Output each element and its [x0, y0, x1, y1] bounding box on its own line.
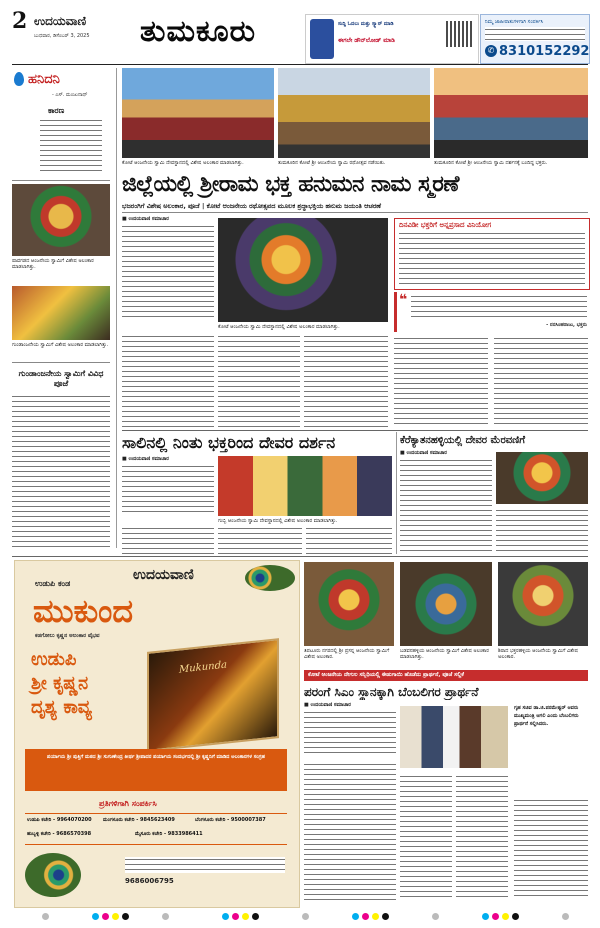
sidebar-story-headline: ಗುಂಡಾಂಜನೇಯ ಸ್ವಾಮಿಗೆ ವಿವಿಧ ಪೂಜೆ [18, 368, 104, 388]
ad-top-rule [12, 556, 588, 557]
ad-right-phone: 8310152292 [499, 44, 590, 59]
top-photo-3 [434, 68, 588, 158]
phone-graphic [310, 19, 334, 59]
story-two-body-col4 [306, 526, 392, 554]
peacock-feather-icon [245, 565, 295, 591]
ad-book-cover [147, 638, 279, 752]
ad-center-line2: ಈಗಲೇ ಡೌನ್‌ಲೋಡ್ ಮಾಡಿ [338, 37, 395, 44]
story-four-photo [400, 706, 508, 768]
lead-byline: ■ ಉದಯವಾಣಿ ಸಮಾಚಾರ [122, 216, 169, 222]
lead-quote-author: - ನರಸಿಂಹರಾಜು, ಭಕ್ತರು [546, 322, 587, 328]
lead-subhead: ಭಜರಂಗಿಗೆ ವಿಶೇಷ ಅಲಂಕಾರ, ಪೂಜೆ | ಕೋಟೆ ಆಂಜನೇಯ ರಥೋತ್ಸವದ ಮೂಲಕ ಶ್ರದ್ಧಾಭಕ್ತಿಯ ಹನುಮ ಜಯಂತಿ ಆಚರಣೆ [122, 202, 381, 210]
lead-quote-box [394, 292, 591, 332]
ad-body-text: ಪರ್ಯಾಯ ಶ್ರೀ ಪುತ್ತಿಗೆ ಮಠದ ಶ್ರೀ ಸುಗುಣೇಂದ್ರ ತೀರ್ಥ ಶ್ರೀಪಾದರ ಪರ್ಯಾಯ ಸಂದರ್ಭದಲ್ಲಿ ಶ್ರೀ ಕೃಷ್ಣನಿಗೆ ಮಾಡಿದ ಅಲಂಕಾರಗಳ ಸಂಗ್ರಹ [47, 754, 265, 760]
top-photo-3-caption: ತುಮಕೂರಿನ ಕೋಟೆ ಶ್ರೀ ಆಂಜನೇಯ ಸ್ವಾಮಿ ದರ್ಶನಕ್ಕೆ ಬಂದಿದ್ದ ಭಕ್ತರು. [434, 160, 548, 166]
reg-yellow [242, 913, 249, 920]
reg-magenta [362, 913, 369, 920]
reg-magenta [232, 913, 239, 920]
reg-dot [562, 913, 569, 920]
reg-cyan [482, 913, 489, 920]
story-three-body-col2 [496, 508, 588, 554]
reg-cyan [92, 913, 99, 920]
ad-contact-2: ಮಂಗಳೂರು ಕಚೇರಿ - 9845623409 [103, 817, 175, 823]
lead-photo [218, 218, 388, 322]
sidebar-photo-1-caption: ಪಾವಗಡದ ಆಂಜನೇಯ ಸ್ವಾಮಿಗೆ ವಿಶೇಷ ಅಲಂಕಾರ ಮಾಡಲಾಗಿತ್ತು. [12, 258, 94, 270]
sidebar-divider-2 [12, 362, 110, 363]
story-three-headline: ಕೆರೆಕ್ಯಾತನಹಳ್ಳಿಯಲ್ಲಿ ದೇವರ ಮೆರವಣಿಗೆ [400, 435, 526, 446]
ad-right-lines [485, 27, 585, 41]
quote-mark-icon: ❝ [399, 292, 408, 308]
lead-body-col1 [122, 224, 214, 320]
top-photo-2 [278, 68, 430, 158]
masthead-ad-right [480, 14, 590, 64]
ad-contact-5: ಮೈಸೂರು ಕಚೇರಿ - 9833986411 [135, 831, 203, 837]
reg-magenta [492, 913, 499, 920]
lead-body-col4 [304, 334, 388, 428]
ad-title: ಮುಕುಂದ [33, 592, 134, 630]
lead-box-body [399, 231, 585, 285]
ad-center-line1: ಸುದ್ದಿ ಓದಲು ಮತ್ತು ಸ್ಕ್ಯಾನ್ ಮಾಡಿ [338, 21, 394, 27]
paper-name: ಉದಯವಾಣಿ [34, 14, 87, 28]
hanidani-logo-drop [14, 72, 24, 86]
lead-photo-caption: ಕೋಟೆ ಆಂಜನೇಯ ಸ್ವಾಮಿ ದೇವಸ್ಥಾನದಲ್ಲಿ ವಿಶೇಷ ಅಲಂಕಾರ ಮಾಡಲಾಗಿತ್ತು. [218, 324, 340, 330]
story-four-body-col3 [400, 774, 452, 900]
reg-yellow [112, 913, 119, 920]
lead-body-col2 [122, 334, 214, 428]
reg-black [122, 913, 129, 920]
ad-tagline-3: ದೃಶ್ಯ ಕಾವ್ಯ [31, 697, 92, 718]
registration-strip [12, 912, 588, 922]
story-two-photo [218, 456, 392, 516]
story-four-kicker: ಕೋಟೆ ಆಂಜನೇಯ ದೇಗುಲ ಸನ್ನಿಧಿಯಲ್ಲಿ ಈಡುಗಾಯಿ ಹೊಡೆದು ಪ್ರಾರ್ಥನೆ, ಪೂಜೆ ಸಲ್ಲಿಕೆ [308, 672, 464, 678]
ad-contact-1: ಉಡುಪಿ ಕಚೇರಿ - 9964070200 [27, 817, 92, 823]
story-divider-vertical [396, 432, 397, 554]
ad-footer-phone: 9686006795 [125, 877, 174, 885]
sidebar-photo-2-caption: ಗುಂಡಾಂಜನೇಯ ಸ್ವಾಮಿಗೆ ವಿಶೇಷ ಅಲಂಕಾರ ಮಾಡಲಾಗಿತ್ತು. [12, 342, 109, 348]
story-three-photo [496, 452, 588, 504]
story-four-side-note: ಗೃಹ ಸಚಿವ ಡಾ.ಜಿ.ಪರಮೇಶ್ವರ್ ಅವರು ಮುಖ್ಯಮಂತ್ರಿ ಆಗಲಿ ಎಂದು ಬೆಂಬಲಿಗರು ಪ್ರಾರ್ಥನೆ ಸಲ್ಲಿಸಿದರು. [514, 705, 579, 727]
story-four-headline: ಪರಂಗೆ ಸಿಎಂ ಸ್ಥಾನಕ್ಕಾಗಿ ಬೆಂಬಲಿಗರ ಪ್ರಾರ್ಥನೆ [304, 685, 479, 699]
lead-subhead-rule [122, 212, 588, 213]
story-three-body-col1 [400, 458, 492, 554]
story-two-body-col2 [122, 526, 214, 554]
ad-subtitle: ಕಡಗೋಲು ಕೃಷ್ಣನ ಅಲಂಕಾರ ವೈಭವ [35, 633, 100, 639]
column-brand: ಹನಿದನಿ [28, 72, 60, 87]
lead-box [394, 218, 590, 290]
phone-icon: ✆ [485, 45, 497, 57]
lead-box-title: ದಿನವಿಡೀ ಭಕ್ತರಿಗೆ ಅನ್ನಪ್ರಸಾದ ವಿನಿಯೋಗ [399, 221, 492, 229]
reg-dot [162, 913, 169, 920]
row-photo-2-caption: ಬಡವನಹಳ್ಳಿಯ ಆಂಜನೇಯ ಸ್ವಾಮಿಗೆ ವಿಶೇಷ ಅಲಂಕಾರ ಮಾಡಲಾಗಿತ್ತು. [400, 648, 489, 660]
story-four-body-col5 [514, 798, 588, 900]
row-photo-1-caption: ತಿಪಟೂರು ನಗರದಲ್ಲಿ ಶ್ರೀ ಪ್ರಸನ್ನ ಆಂಜನೇಯ ಸ್ವಾಮಿಗೆ ವಿಶೇಷ ಅಲಂಕಾರ. [304, 648, 390, 660]
lead-headline: ಜಿಲ್ಲೆಯಲ್ಲಿ ಶ್ರೀರಾಮ ಭಕ್ತ ಹನುಮನ ನಾಮ ಸ್ಮರಣೆ [122, 171, 459, 197]
top-photo-1-caption: ಕೋಟೆ ಆಂಜನೇಯ ಸ್ವಾಮಿ ದೇವಸ್ಥಾನದಲ್ಲಿ ವಿಶೇಷ ಅಲಂಕಾರ ಮಾಡಲಾಗಿತ್ತು. [122, 160, 244, 166]
sidebar-story-body [12, 394, 110, 548]
lead-body-col3 [218, 334, 300, 428]
reg-yellow [372, 913, 379, 920]
story-two-body-col1 [122, 464, 214, 514]
ad-qr-code [446, 21, 472, 47]
reg-cyan [222, 913, 229, 920]
ad-book-label: Mukunda [179, 659, 227, 676]
story-two-body-col3 [218, 526, 302, 554]
story-two-byline: ■ ಉದಯವಾಣಿ ಸಮಾಚಾರ [122, 456, 169, 462]
story-four-byline: ■ ಉದಯವಾಣಿ ಸಮಾಚಾರ [304, 702, 351, 708]
ad-contact-title: ಪ್ರತಿಗಳಿಗಾಗಿ ಸಂಪರ್ಕಿಸಿ [99, 799, 157, 808]
top-photo-1 [122, 68, 274, 158]
ad-footer-text [125, 857, 285, 873]
story-four-kicker-band [304, 670, 588, 681]
row-photo-3-caption: ಶಿರಾದ ಭಕ್ತರಹಳ್ಳಿಯ ಆಂಜನೇಯ ಸ್ವಾಮಿಗೆ ವಿಶೇಷ ಅಲಂಕಾರ. [498, 648, 578, 660]
top-photo-2-caption: ತುಮಕೂರಿನ ಕೋಟೆ ಶ್ರೀ ಆಂಜನೇಯ ಸ್ವಾಮಿ ರಥೋತ್ಸವ ನಡೆಯಿತು. [278, 160, 386, 166]
lead-bottom-rule [122, 430, 588, 431]
sidebar-photo-2 [12, 286, 110, 340]
reg-dot [42, 913, 49, 920]
column-poem [40, 118, 102, 174]
reg-magenta [102, 913, 109, 920]
page-number: 2 [12, 8, 28, 34]
reg-yellow [502, 913, 509, 920]
reg-black [512, 913, 519, 920]
ad-tagline-1: ಉಡುಪಿ [31, 649, 77, 670]
reg-cyan [352, 913, 359, 920]
ad-brand: ಉದಯವಾಣಿ [133, 567, 194, 583]
city-title: ತುಮಕೂರು [140, 14, 257, 49]
lead-quote-text [411, 294, 587, 320]
masthead-ad-center [305, 14, 479, 64]
reg-dot [432, 913, 439, 920]
row-photo-1 [304, 562, 394, 646]
lead-body-col5 [394, 336, 488, 428]
story-three-byline: ■ ಉದಯವಾಣಿ ಸಮಾಚಾರ [400, 450, 447, 456]
reg-black [252, 913, 259, 920]
sidebar-rule [116, 68, 117, 548]
story-two-headline: ಸಾಲಿನಲ್ಲಿ ನಿಂತು ಭಕ್ತರಿಂದ ದೇವರ ದರ್ಶನ [122, 433, 336, 452]
row-photo-2 [400, 562, 492, 646]
column-author: - ಎಸ್. ಮಂಜುನಾಥ್ [52, 92, 88, 98]
ad-kicker: ಉಡುಪಿ ಕಂಡ [35, 579, 71, 588]
mukunda-advertisement [14, 560, 300, 908]
column-title: ಕಾರಣ [48, 106, 65, 115]
ad-right-text: ನಿಮ್ಮ ಜಾಹೀರಾತುಗಳಿಗಾಗಿ ಸಂಪರ್ಕಿಸಿ [485, 19, 544, 25]
masthead-rule [12, 64, 588, 65]
ad-contact-4: ಹುಬ್ಬಳ್ಳಿ ಕಚೇರಿ - 9686570398 [27, 831, 92, 837]
story-two-photo-caption: ಗುಬ್ಬಿ ಆಂಜನೇಯ ಸ್ವಾಮಿ ದೇವಸ್ಥಾನದಲ್ಲಿ ವಿಶೇಷ ಅಲಂಕಾರ ಮಾಡಲಾಗಿತ್ತು. [218, 518, 338, 524]
story-four-body-col2 [304, 762, 396, 900]
reg-black [382, 913, 389, 920]
ad-footer-feather [25, 853, 81, 897]
story-four-body-col4 [456, 774, 508, 900]
reg-dot [302, 913, 309, 920]
story-four-body-col1 [304, 710, 396, 756]
ad-contact-3: ಬೆಂಗಳೂರು ಕಚೇರಿ - 9500007387 [195, 817, 266, 823]
sidebar-divider-1 [12, 180, 110, 181]
row-photo-3 [498, 562, 588, 646]
edition-line: ಬುಧವಾರ, ಡಿಸೆಂಬರ್ 3, 2025 [34, 33, 90, 39]
ad-tagline-2: ಶ್ರೀ ಕೃಷ್ಣನ [31, 673, 89, 694]
sidebar-photo-1 [12, 184, 110, 256]
ad-contacts-box [25, 813, 287, 845]
ad-body-band [25, 749, 287, 791]
lead-body-col6 [494, 336, 588, 428]
